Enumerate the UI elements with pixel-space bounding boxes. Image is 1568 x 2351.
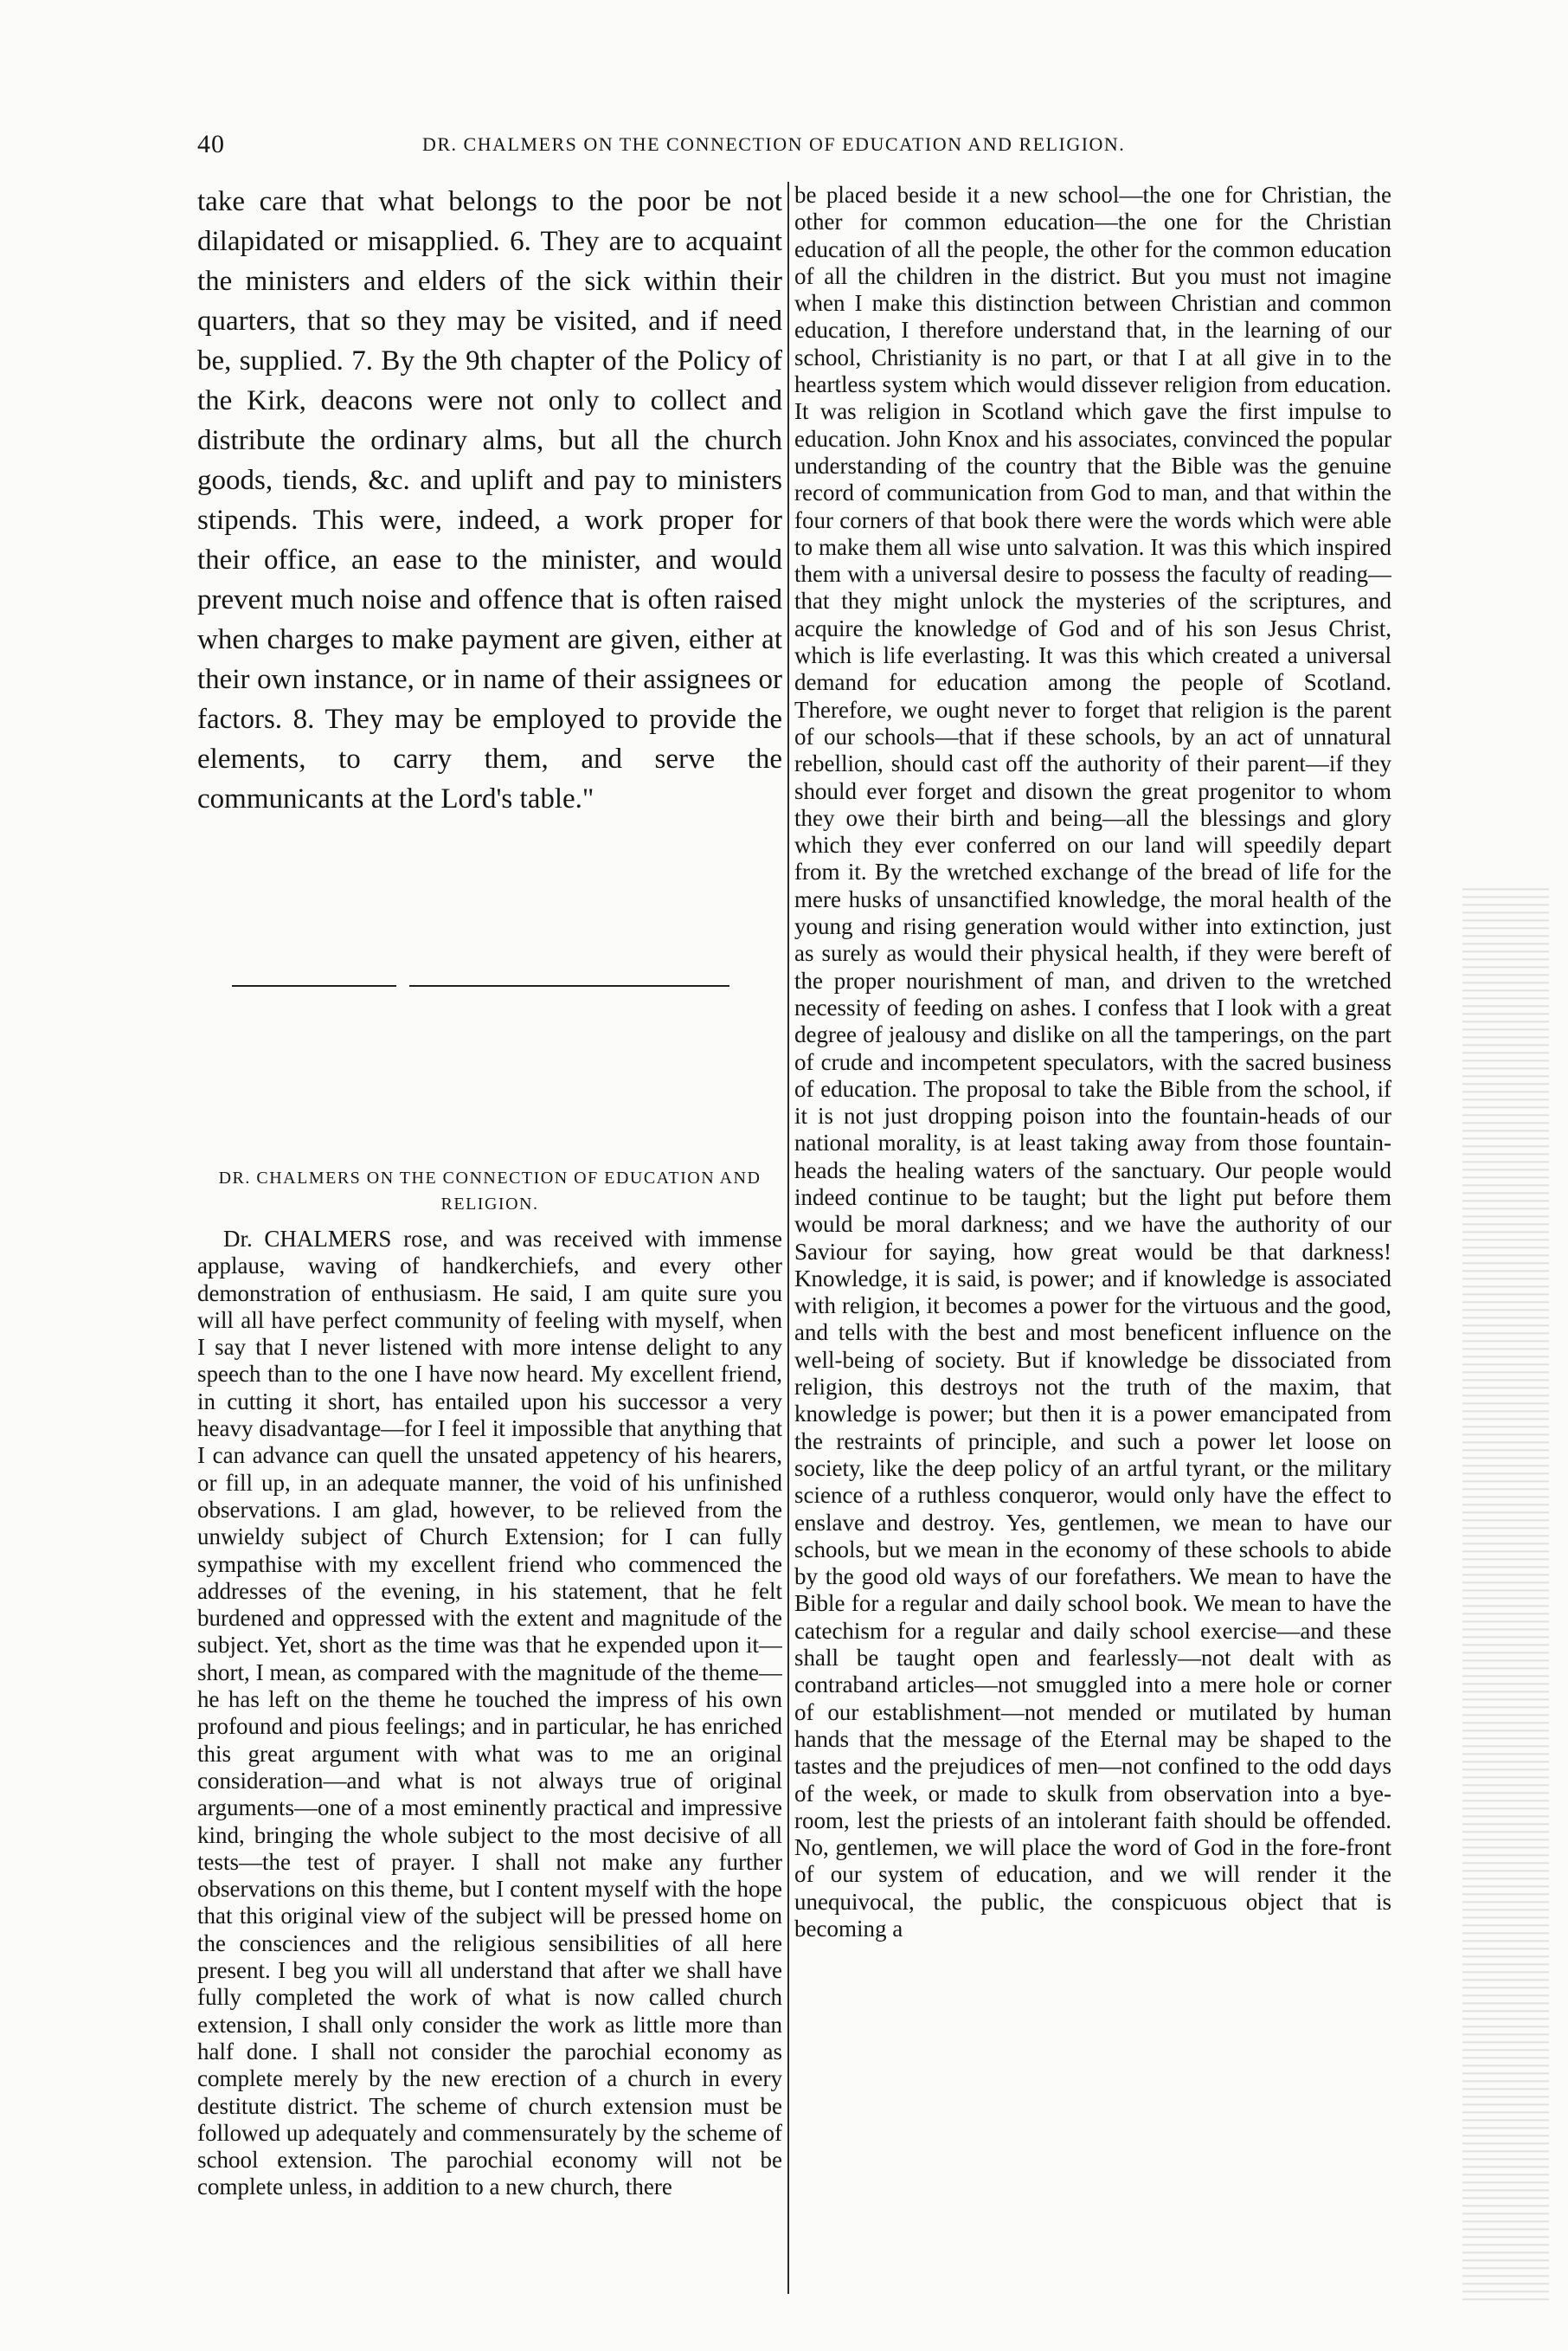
column-rule [787, 182, 789, 2294]
header-title: DR. CHALMERS ON THE CONNECTION OF EDUCATION AND RELIGION. [422, 133, 1126, 155]
left-column [197, 182, 782, 2294]
section-separator [197, 975, 782, 1001]
article-body-left: Dr. CHALMERS rose, and was received with immense applause, waving of handkerchiefs, and every other demonstration of enthusiasm. He said, I am quite sure you will all have perfect community of feeling with myself, when I say that I never listened with more intense delight to any speech than to the one I have now heard. My excellent friend, in cutting it short, has entailed upon his successor a very heavy disadvantage—for I feel it impossible that anything that I can advance can quell the unsated appetency of his hearers, or fill up, in an adequate manner, the void of his unfinished observations. I am glad, however, to be relieved from the unwieldy subject of Church Extension; for I can fully sympathise with my excellent friend who commenced the addresses of the evening, in his statement, that he felt burdened and oppressed with the extent and magnitude of the subject. Yet, short as the time was that he expended upon it—short, I mean, as compared with the magnitude of the theme—he has left on the theme he touched the impress of his own profound and pious feelings; and in particular, he has enriched this great argument with what was to me an original consideration—and what is not always true of original arguments—one of a most eminently practical and impressive kind, bringing the whole subject to the most decisive of all tests—the test of prayer. I shall not make any further observations on this theme, but I content myself with the hope that this original view of the subject will be pressed home on the consciences and the religious sensibilities of all here present. I beg you will all understand that after we shall have fully completed the work of what is now called church extension, I shall only consider the work as little more than half done. I shall not consider the parochial economy as complete merely by the new erection of a church in every destitute district. The scheme of church extension must be followed up adequately and commensurately by the scheme of school extension. The parochial economy will not be complete unless, in addition to a new church, there [197, 1226, 782, 2200]
separator-line-short [232, 985, 396, 987]
article-body-right: be placed beside it a new school—the one for Christian, the other for common education—the one for the Christian education of all the people, the other for the common education of all the children in the district. But you must not imagine when I make this distinction between Christian and common education, I therefore understand that, in the learning of our school, Christianity is no part, or that I at all give in to the heartless system which would dissever religion from education. It was religion in Scotland which gave the first impulse to education. John Knox and his associates, convinced the popular understanding of the country that the Bible was the genuine record of communication from God to man, and that within the four corners of that book there were the words which were able to make them all wise unto salvation. It was this which inspired them with a universal desire to possess the faculty of reading—that they might unlock the mysteries of the scriptures, and acquire the knowledge of God and of his son Jesus Christ, which is life everlasting. It was this which created a universal demand for education among the people of Scotland. Therefore, we ought never to forget that religion is the parent of our schools—that if these schools, by an act of unnatural rebellion, should cast off the authority of their parent—if they should ever forget and disown the great progenitor to whom they owe their birth and being—all the blessings and glory which they ever conferred on our land will speedily depart from it. By the wretched exchange of the bread of life for the mere husks of unsanctified knowledge, the moral health of the young and rising generation would wither into extinction, just as surely as would their physical health, if they were bereft of the proper nourishment of man, and driven to the wretched necessity of feeding on ashes. I confess that I look with a great degree of jealousy and dislike on all the tamperings, on the part of crude and incompetent speculators, with the sacred business of education. The proposal to take the Bible from the school, if it is not just dropping poison into the fountain-heads of our national morality, is at least taking away from those fountain-heads the healing waters of the sanctuary. Our people would indeed continue to be taught; but the light put before them would be moral darkness; and we have the authority of our Saviour for saying, how great would be that darkness! Knowledge, it is said, is power; and if knowledge is associated with religion, it becomes a power for the virtuous and the good, and tells with the best and most beneficent influence on the well-being of society. But if knowledge be dissociated from religion, this destroys not the truth of the maxim, that knowledge is power; but then it is a power emancipated from the restraints of principle, and such a power let loose on society, like the deep policy of an artful tyrant, or the military science of a ruthless conqueror, would only have the effect to enslave and destroy. Yes, gentlemen, we mean to have our schools, but we mean in the economy of these schools to abide by the good old ways of our forefathers. We mean to have the Bible for a regular and daily school book. We mean to have the catechism for a regular and daily school exercise—and these shall be taught open and fearlessly—not dealt with as contraband articles—not smuggled into a mere hole or corner of our establishment—not mended or mutilated by human hands that the message of the Eternal may be shaped to the tastes and the prejudices of men—not confined to the odd days of the week, or made to skulk from observation into a bye-room, lest the priests of an intolerant faith should be offended. No, gentlemen, we will place the word of God in the fore-front of our system of education, and we will render it the unequivocal, the public, the conspicuous object that is becoming a [794, 182, 1391, 1942]
page-number: 40 [197, 130, 225, 158]
lead-paragraph: take care that what belongs to the poor be not dilapidated or misapplied. 6. They are to acquaint the ministers and elders of the sick within their quarters, that so they may be visited, and if need be, supplied. 7. By the 9th chapter of the Policy of the Kirk, deacons were not only to collect and distribute the ordinary alms, but all the church goods, tiends, &c. and uplift and pay to ministers stipends. This were, indeed, a work proper for their office, an ease to the minister, and would prevent much noise and offence that is often raised when charges to make payment are given, either at their own instance, or in name of their assignees or factors. 8. They may be employed to provide the elements, to carry them, and serve the communicants at the Lord's table." [197, 186, 782, 815]
separator-line-long [409, 985, 729, 987]
scan-margin-noise [1462, 883, 1549, 2303]
article-heading: DR. CHALMERS ON THE CONNECTION OF EDUCATION AND RELIGION. [218, 1169, 762, 1214]
right-column [794, 182, 1391, 2294]
running-head [197, 130, 1391, 164]
